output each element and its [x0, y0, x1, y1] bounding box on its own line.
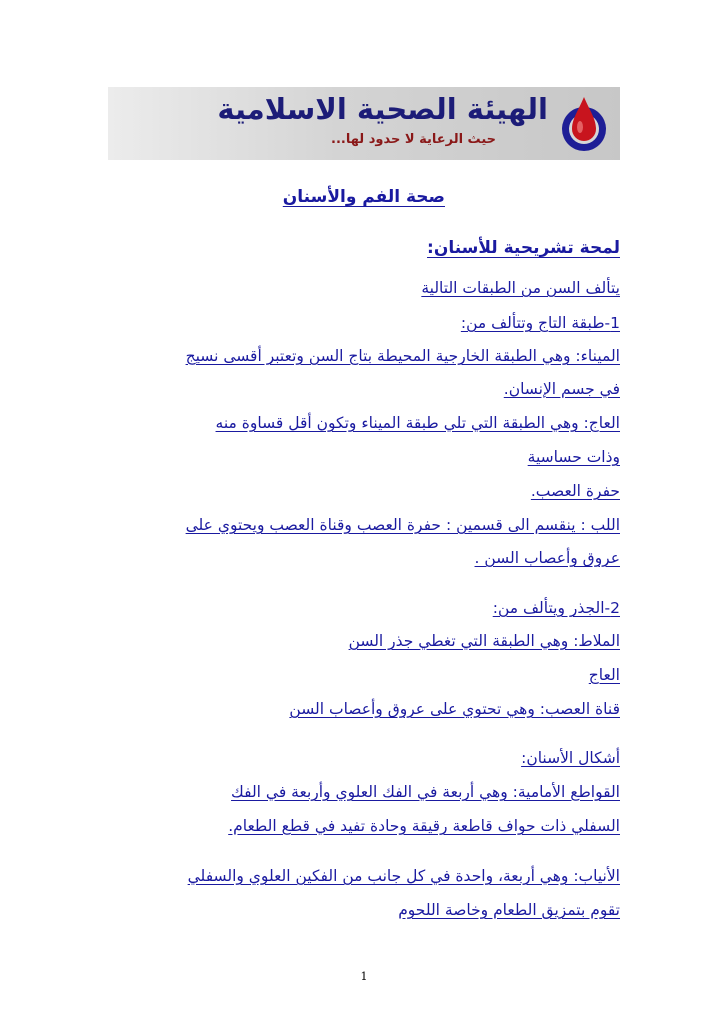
body-line: السفلي ذات حواف قاطعة رقيقة وحادة تفيد في قطع الطعام.: [228, 817, 620, 835]
body-line: تقوم بتمزيق الطعام وخاصة اللحوم: [398, 901, 620, 919]
organization-logo-icon: [556, 93, 612, 155]
body-line: أشكال الأسنان:: [521, 749, 620, 767]
body-line: 2-الجذر ويتألف من:: [492, 599, 620, 617]
body-line: الأنياب: وهي أربعة، واحدة في كل جانب من الفكين العلوي والسفلي: [187, 867, 620, 885]
body-line: يتألف السن من الطبقات التالية: [421, 279, 620, 297]
body-line: الميناء: وهي الطبقة الخارجية المحيطة بتاج السن وتعتبر أقسى نسيج: [185, 347, 620, 365]
page-number: 1: [360, 970, 368, 983]
body-line: اللب : ينقسم الى قسمين : حفرة العصب وقناة العصب ويحتوي على: [185, 516, 620, 534]
body-line: العاج: وهي الطبقة التي تلي طبقة الميناء وتكون أقل قساوة منه: [215, 414, 620, 432]
organization-name: الهيئة الصحية الاسلامية: [217, 92, 548, 126]
organization-slogan: حيث الرعاية لا حدود لها...: [331, 132, 496, 147]
body-line: قناة العصب: وهي تحتوي على عروق وأعصاب السن: [289, 700, 620, 718]
section-heading: لمحة تشريحية للأسنان:: [427, 238, 620, 258]
body-line: العاج: [588, 666, 620, 684]
body-line: عروق وأعصاب السن .: [474, 549, 620, 567]
document-title: صحة الفم والأسنان: [282, 187, 445, 207]
header-banner: [108, 87, 620, 160]
body-line: الملاط: وهي الطبقة التي تغطي جذر السن: [348, 632, 620, 650]
body-line: وذات حساسية: [527, 448, 620, 466]
body-line: حفرة العصب.: [530, 482, 620, 500]
body-line: 1-طبقة التاج وتتألف من:: [460, 314, 620, 332]
body-line: في جسم الإنسان.: [503, 380, 620, 398]
body-line: القواطع الأمامية: وهي أربعة في الفك العلوي وأربعة في الفك: [231, 783, 620, 801]
